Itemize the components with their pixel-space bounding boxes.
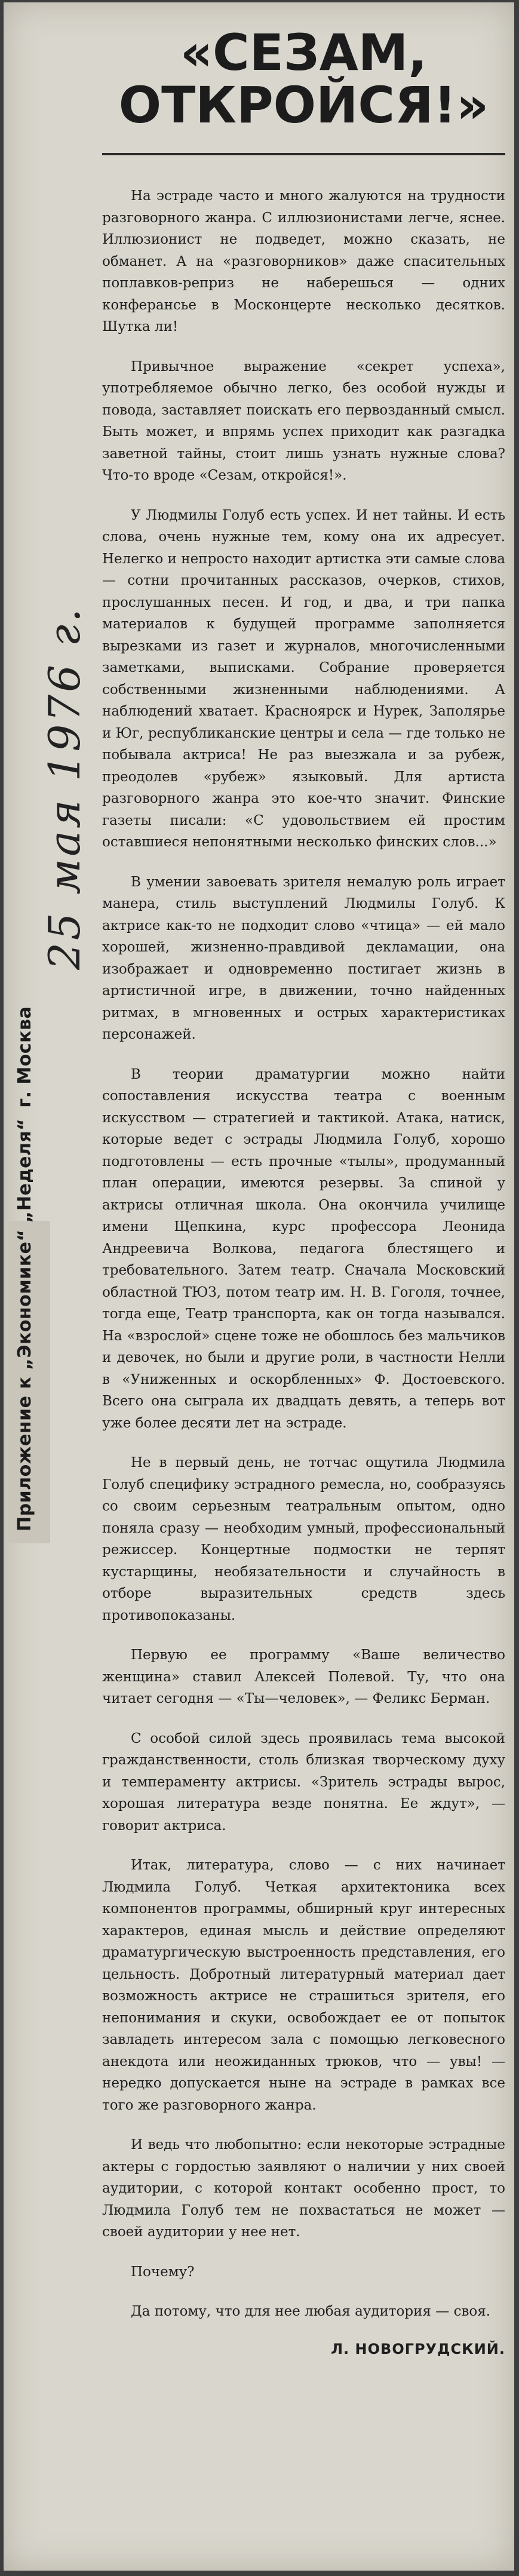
paragraph-7: Первую ее программу «Ваше величество женщина» ставил Алексей Полевой. Ту, что она читает сегодня — «Ты—человек», — Феликс Берман.	[102, 1647, 505, 1707]
stamp-source: Приложение к „Экономике“ „Неделя“	[14, 1118, 35, 1531]
headline-rule	[102, 153, 505, 155]
author-signature: Л. НОВОГРУДСКИЙ.	[331, 2340, 505, 2357]
paragraph-5: В теории драматургии можно найти сопоставления искусства театра с военным искусством — стратегией и тактикой. Атака, натиск, которые ведет с эстрады Людмила Голуб, хорошо подготовлены — есть прочные «тылы», продуманный план операции, имеются резервы. За спиной у актрисы отличная школа. Она окончила училище имени Щепкина, курс профессора Леонида Андреевича Волкова, педагога блестящего и требовательного. Затем театр. Сначала Московский областной ТЮЗ, потом театр им. Н. В. Гоголя, точнее, тогда еще, Театр транспорта, как он тогда назывался. На «взрослой» сцене тоже не обошлось без мальчиков и девочек, но были и другие роли, в частности Нелли в «Униженных и оскорбленных» Ф. Достоевского. Всего она сыграла их двадцать девять, а теперь вот уже более десяти лет на эстраде.	[102, 1066, 505, 1431]
paragraph-2: Привычное выражение «секрет успеха», употребляемое обычно легко, без особой нужды и повода, заставляет поискать его первозданный смысл. Быть может, и впрямь успех приходит как разгадка заветной тайны, стоит лишь узнать нужные слова? Что-то вроде «Сезам, откройся!».	[102, 358, 505, 484]
paragraph-3: У Людмилы Голуб есть успех. И нет тайны. И есть слова, очень нужные тем, кому она их адресует. Нелегко и непросто находит артистка эти самые слова — сотни прочитанных рассказов, очерков, стихов, прослушанных песен. И год, и два, и три папка материалов к будущей программе заполняется вырезками из газет и журналов, многочисленными заметками, выписками. Собрание проверяется собственными жизненными наблюдениями. А наблюдений хватает. Красноярск и Нурек, Заполярье и Юг, республиканские центры и села — где только не побывала актриса! Не раз выезжала и за рубеж, преодолев «рубеж» языковый. Для артиста разговорного жанра это кое-что значит. Финские газеты писали: «С удовольствием ей простим оставшиеся непонятными несколько финских слов...»	[102, 507, 505, 851]
paragraph-6: Не в первый день, не тотчас ощутила Людмила Голуб специфику эстрадного ремесла, но, сообразуясь со своим серьезным театральным опытом, одно поняла сразу — необходим умный, профессиональный режиссер. Концертные подмостки не терпят кустарщины, необязательности и случайность в отборе выразительных средств здесь противопоказаны.	[102, 1455, 505, 1623]
paragraph-9: Итак, литература, слово — с них начинает Людмила Голуб. Четкая архитектоника всех компонентов программы, обширный круг интересных характеров, единая мысль и действие определяют драматургическую выстроенность представления, его цельность. Добротный литературный материал дает возможность актрисе не страшиться зрителя, его непонимания и скуки, освобождает ее от попыток завладеть интересом зала с помощью легковесного анекдота или неожиданных трюков, что — увы! — нередко допускается ныне на эстраде в рамках все того же разговорного жанра.	[102, 1857, 505, 2113]
headline	[102, 23, 505, 135]
headline-line-2: ОТКРОЙСЯ!»	[118, 76, 489, 135]
headline-line-1: «СЕЗАМ,	[180, 23, 428, 82]
paragraph-10: И ведь что любопытно: если некоторые эстрадные актеры с гордостью заявляют о наличии у них своей аудитории, с которой контакт особенно прост, то Людмила Голуб тем не похвастаться не может — своей аудитории у нее нет.	[102, 2137, 505, 2240]
paragraph-12: Да потому, что для нее любая аудитория — своя.	[131, 2304, 491, 2320]
article	[102, 23, 505, 2357]
publication-stamp	[14, 1006, 35, 1531]
stamp-city: г. Москва	[14, 1006, 35, 1108]
paragraph-8: С особой силой здесь проявилась тема высокой гражданственности, столь близкая творческому духу и темпераменту актрисы. «Зритель эстрады вырос, хорошая литература везде понятна. Ее ждут», — говорит актриса.	[102, 1730, 505, 1834]
handwritten-date: 25 мая 1976 г.	[39, 606, 90, 970]
newspaper-clipping	[4, 2, 514, 2571]
paragraph-11: Почему?	[131, 2264, 195, 2280]
paragraph-1: На эстраде часто и много жалуются на трудности разговорного жанра. С иллюзионистами легче, яснее. Иллюзионист не подведет, можно сказать, не обманет. А на «разговорников» даже спасительных поплавков-реприз не наберешься — одних конферансье в Москонцерте несколько десятков. Шутка ли!	[102, 188, 505, 335]
paragraph-4: В умении завоевать зрителя немалую роль играет манера, стиль выступлений Людмилы Голуб. К актрисе как-то не подходит слово «чтица» — ей мало хорошей, жизненно-правдивой декламации, она изображает и одновременно постигает жизнь в артистичной игре, в движении, точно найденных ритмах, в мгновенных и острых характеристиках персонажей.	[102, 874, 505, 1043]
